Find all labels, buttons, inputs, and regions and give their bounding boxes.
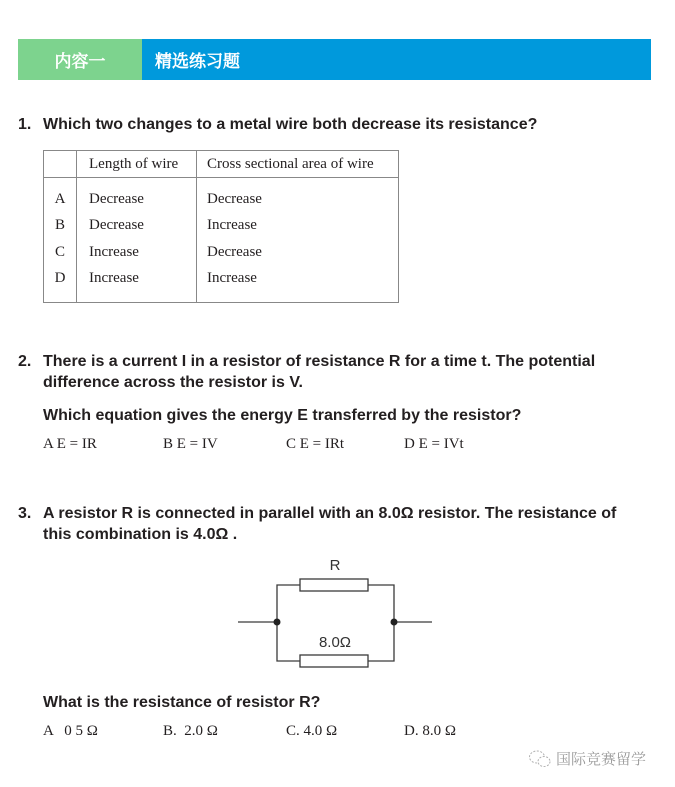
table-cell: D bbox=[44, 266, 77, 303]
question-text: Which two changes to a metal wire both decrease its resistance? bbox=[43, 116, 538, 133]
option-b: B. 2.0 Ω bbox=[163, 723, 218, 739]
option-a: A E = IR bbox=[43, 436, 97, 452]
question-text-line-1: There is a current I in a resistor of resistance R for a time t. The potential bbox=[43, 353, 596, 370]
wechat-icon bbox=[528, 749, 552, 769]
answer-table bbox=[43, 150, 399, 303]
table-cell: A bbox=[44, 178, 77, 213]
question-text-line-2: difference across the resistor is V. bbox=[43, 374, 303, 391]
resistor-8-ohm-label: 8.0Ω bbox=[318, 634, 352, 651]
question-text-line-2: this combination is 4.0Ω . bbox=[43, 526, 238, 543]
question-number: 1. bbox=[18, 116, 32, 133]
right-junction bbox=[391, 619, 398, 626]
question-text-line-1: A resistor R is connected in parallel with an 8.0Ω resistor. The resistance of bbox=[43, 505, 617, 522]
table-cell: B bbox=[44, 213, 77, 240]
watermark-text: 国际竞赛留学 bbox=[556, 751, 647, 768]
bottom-left-wire bbox=[277, 622, 300, 661]
table-header: Cross sectional area of wire bbox=[197, 151, 399, 178]
bottom-right-wire bbox=[368, 622, 394, 661]
table-cell: Increase bbox=[77, 239, 197, 266]
option-d: D. 8.0 Ω bbox=[404, 723, 456, 739]
table-header: Length of wire bbox=[77, 151, 197, 178]
table-cell: Increase bbox=[197, 266, 399, 303]
option-d: D E = IVt bbox=[404, 436, 464, 452]
table-row bbox=[44, 178, 399, 213]
table-cell: Decrease bbox=[197, 239, 399, 266]
option-a: A 0 5 Ω bbox=[43, 723, 98, 739]
section-label: 内容一 bbox=[18, 39, 142, 80]
question-2 bbox=[18, 351, 595, 372]
table-row bbox=[44, 213, 399, 240]
question-number: 3. bbox=[18, 505, 32, 522]
watermark bbox=[528, 748, 646, 769]
option-b: B E = IV bbox=[163, 436, 218, 452]
section-banner bbox=[18, 39, 651, 80]
option-c: C. 4.0 Ω bbox=[286, 723, 338, 739]
resistor-r bbox=[300, 579, 368, 591]
section-title: 精选练习题 bbox=[142, 39, 651, 80]
table-cell: Increase bbox=[77, 266, 197, 303]
top-right-wire bbox=[368, 585, 394, 622]
table-cell: Decrease bbox=[77, 178, 197, 213]
resistor-r-label: R bbox=[329, 557, 341, 574]
table-cell: Increase bbox=[197, 213, 399, 240]
parallel-circuit-diagram bbox=[238, 552, 434, 674]
top-left-wire bbox=[277, 585, 300, 622]
left-junction bbox=[274, 619, 281, 626]
option-c: C E = IRt bbox=[286, 436, 345, 452]
question-prompt: Which equation gives the energy E transferred by the resistor? bbox=[43, 407, 522, 424]
question-number: 2. bbox=[18, 353, 32, 370]
table-cell: C bbox=[44, 239, 77, 266]
table-header-row bbox=[44, 151, 399, 178]
table-row bbox=[44, 266, 399, 303]
table-cell: Decrease bbox=[77, 213, 197, 240]
question-prompt: What is the resistance of resistor R? bbox=[43, 694, 321, 711]
table-header bbox=[44, 151, 77, 178]
table-cell: Decrease bbox=[197, 178, 399, 213]
question-1 bbox=[18, 114, 537, 135]
table-row bbox=[44, 239, 399, 266]
resistor-8-ohm bbox=[300, 655, 368, 667]
question-3 bbox=[18, 503, 616, 524]
